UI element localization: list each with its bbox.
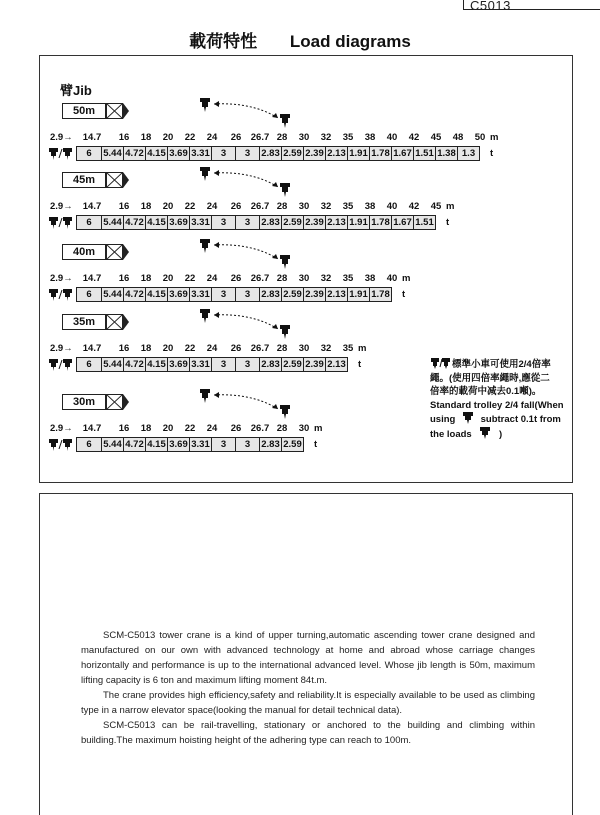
- load-cell: 2.39: [304, 146, 326, 161]
- load-cell: 2.59: [282, 437, 304, 452]
- distance-tick: 18: [140, 343, 152, 354]
- distance-tick: 16: [118, 423, 130, 434]
- distance-tick: 20: [162, 201, 174, 212]
- model-code: C5013: [470, 0, 511, 13]
- load-cell: 3.69: [168, 287, 190, 302]
- trolley-travel-graphic: [198, 389, 212, 408]
- load-cell: 3.31: [190, 215, 212, 230]
- load-cell: 2.59: [282, 146, 304, 161]
- distance-tick: 26.7: [250, 201, 270, 212]
- trolley-travel-graphic: [198, 309, 212, 328]
- distance-tick: 38: [364, 201, 376, 212]
- load-cell: 2.83: [260, 146, 282, 161]
- arrow-right-icon: →: [63, 343, 73, 354]
- distance-tick: 35: [342, 343, 354, 354]
- distance-tick: 30: [298, 273, 310, 284]
- trolley-hook-icon: [278, 405, 292, 419]
- distance-tick: 26: [230, 423, 242, 434]
- distance-unit: m: [446, 201, 455, 212]
- distance-tick: 20: [162, 423, 174, 434]
- distance-tick: 38: [364, 132, 376, 143]
- distance-unit: m: [314, 423, 323, 434]
- arrow-right-icon: →: [63, 273, 73, 284]
- distance-tick: 32: [320, 132, 332, 143]
- distance-tick: 24: [206, 201, 218, 212]
- load-cell: 4.15: [146, 146, 168, 161]
- load-unit: t: [314, 439, 318, 450]
- load-cell: 2.59: [282, 215, 304, 230]
- distance-tick: 42: [408, 132, 420, 143]
- arrow-right-icon: →: [63, 201, 73, 212]
- trolley-hook-icon: [278, 114, 292, 128]
- distance-tick: 16: [118, 273, 130, 284]
- load-cell: 1.3: [458, 146, 480, 161]
- load-table: [76, 287, 392, 302]
- load-cell: 2.59: [282, 357, 304, 372]
- load-table: [76, 437, 304, 452]
- load-cell: 5.44: [102, 215, 124, 230]
- load-cell: 2.39: [304, 357, 326, 372]
- distance-tick: 22: [184, 273, 196, 284]
- jib-tip-arrow: [123, 172, 129, 188]
- dashed-travel-arrow-icon: [212, 391, 282, 413]
- description-paragraph: SCM-C5013 can be rail-travelling, stationary or anchored to the building and climbing within building.The maximum hoisting height of the adhering type can reach to 100m.: [81, 720, 535, 746]
- trolley-hook-icon: [198, 239, 212, 253]
- description-paragraph: The crane provides high efficiency,safety and reliability.It is especially available to be used as climbing type in a narrow elevator space(looking the manual for detail technical data).: [81, 690, 535, 716]
- distance-tick: 35: [342, 201, 354, 212]
- dashed-travel-arrow-icon: [212, 169, 282, 191]
- load-cell: 6: [76, 215, 102, 230]
- load-cell: 3.31: [190, 146, 212, 161]
- distance-tick: 50: [474, 132, 486, 143]
- load-cell: 1.67: [392, 146, 414, 161]
- jib-title: 臂Jib: [60, 83, 92, 98]
- distance-tick: 22: [184, 423, 196, 434]
- description-paragraph: SCM-C5013 tower crane is a kind of upper turning,automatic ascending tower crane designed and manufactured on our own with advanced technology at home and abroad whose carriage changes horizontally and performance is up to the international advanced level. Whose jib length is 50m, maximum lifting capacity is 6 ton and maximum lifting moment 84t.m.: [81, 630, 535, 686]
- load-cell: 1.78: [370, 287, 392, 302]
- note-en-2b: subtract 0.1t from: [480, 414, 561, 425]
- load-unit: t: [358, 359, 362, 370]
- load-cell: 3: [212, 357, 236, 372]
- load-cell: 4.72: [124, 215, 146, 230]
- load-table: [76, 215, 436, 230]
- distance-tick: 40: [386, 273, 398, 284]
- load-unit: t: [402, 289, 406, 300]
- trolley-hook-icon: [198, 309, 212, 323]
- start-distance-value: 2.9: [50, 343, 64, 354]
- load-table: [76, 146, 480, 161]
- trolley-hook-icon: [278, 183, 292, 197]
- distance-tick: 18: [140, 273, 152, 284]
- trolley-hook-icon: [198, 167, 212, 181]
- distance-tick: 14.7: [82, 201, 102, 212]
- distance-tick: 45: [430, 132, 442, 143]
- distance-tick: 28: [276, 132, 288, 143]
- distance-tick: 20: [162, 343, 174, 354]
- jib-tip-arrow: [123, 394, 129, 410]
- distance-tick: 18: [140, 132, 152, 143]
- trolley-hook-icon: [461, 412, 475, 424]
- load-cell: 2.83: [260, 287, 282, 302]
- distance-tick: 26.7: [250, 423, 270, 434]
- load-cell: 1.78: [370, 146, 392, 161]
- trolley-travel-graphic: [198, 167, 212, 186]
- jib-length-label: 30m: [62, 394, 106, 410]
- load-cell: 3.69: [168, 215, 190, 230]
- trolley-travel-graphic: [198, 239, 212, 258]
- load-cell: 3: [236, 215, 260, 230]
- load-cell: 1.67: [392, 215, 414, 230]
- distance-tick: 20: [162, 273, 174, 284]
- load-cell: 6: [76, 146, 102, 161]
- trolley-hook-icon: [198, 98, 212, 112]
- load-cell: 6: [76, 437, 102, 452]
- load-cell: 3.69: [168, 146, 190, 161]
- distance-tick: 14.7: [82, 343, 102, 354]
- load-cell: 4.72: [124, 287, 146, 302]
- distance-unit: m: [490, 132, 499, 143]
- jib-length-label: 50m: [62, 103, 106, 119]
- dashed-travel-arrow-icon: [212, 241, 282, 263]
- page-title: [0, 27, 600, 52]
- note-cn-2: 繩。(使用四倍率繩時,應從二: [430, 372, 550, 384]
- distance-tick: 16: [118, 132, 130, 143]
- trolley-pair-icon: [430, 357, 452, 369]
- distance-unit: m: [402, 273, 411, 284]
- trolley-travel-graphic: [198, 98, 212, 117]
- start-distance-value: 2.9: [50, 132, 64, 143]
- distance-tick: 45: [430, 201, 442, 212]
- distance-tick: 22: [184, 132, 196, 143]
- jib-tip-arrow: [123, 103, 129, 119]
- distance-tick: 18: [140, 423, 152, 434]
- load-cell: 3.31: [190, 437, 212, 452]
- load-cell: 2.13: [326, 357, 348, 372]
- distance-tick: 24: [206, 273, 218, 284]
- load-cell: 2.13: [326, 146, 348, 161]
- load-cell: 3: [212, 215, 236, 230]
- start-distance-value: 2.9: [50, 201, 64, 212]
- distance-tick: 42: [408, 201, 420, 212]
- dashed-travel-arrow-icon: [212, 100, 282, 122]
- jib-end-mark: [106, 244, 123, 260]
- load-cell: 1.51: [414, 215, 436, 230]
- load-cell: 4.72: [124, 146, 146, 161]
- note-cn-3: 倍率的載荷中减去0.1噸)。: [430, 386, 542, 397]
- load-unit: t: [490, 148, 494, 159]
- distance-tick: 24: [206, 343, 218, 354]
- load-cell: 2.83: [260, 215, 282, 230]
- jib-length-label: 35m: [62, 314, 106, 330]
- trolley-hook-icon: [198, 389, 212, 403]
- load-cell: 4.15: [146, 287, 168, 302]
- trolley-pair-icon: [48, 438, 74, 456]
- start-distance: [50, 343, 73, 354]
- jib-length-label: 45m: [62, 172, 106, 188]
- description: [81, 628, 535, 748]
- trolley-hook-icon: [478, 427, 492, 439]
- load-cell: 3: [236, 287, 260, 302]
- start-distance: [50, 423, 73, 434]
- start-distance: [50, 273, 73, 284]
- distance-tick: 30: [298, 132, 310, 143]
- distance-tick: 30: [298, 201, 310, 212]
- title-cn: 載荷特性: [189, 32, 258, 51]
- trolley-pair-icon: [48, 288, 74, 306]
- load-cell: 2.13: [326, 287, 348, 302]
- load-cell: 1.91: [348, 146, 370, 161]
- load-cell: 5.44: [102, 146, 124, 161]
- note-en-3b: ): [498, 428, 503, 440]
- trolley-hook-icon: [278, 255, 292, 269]
- note-en-2a: using: [430, 414, 456, 425]
- distance-tick: 26: [230, 201, 242, 212]
- distance-tick: 30: [298, 423, 310, 434]
- distance-tick: 20: [162, 132, 174, 143]
- jib-tip-arrow: [123, 314, 129, 330]
- distance-tick: 26: [230, 132, 242, 143]
- distance-tick: 14.7: [82, 423, 102, 434]
- distance-tick: 48: [452, 132, 464, 143]
- note-en-3a: the loads: [430, 428, 472, 440]
- dashed-travel-arrow-icon: [212, 311, 282, 333]
- distance-tick: 16: [118, 201, 130, 212]
- load-cell: 4.72: [124, 357, 146, 372]
- load-cell: 4.72: [124, 437, 146, 452]
- load-cell: 3: [212, 437, 236, 452]
- load-cell: 2.39: [304, 287, 326, 302]
- load-cell: 2.39: [304, 215, 326, 230]
- start-distance: [50, 201, 73, 212]
- jib-tip-arrow: [123, 244, 129, 260]
- jib-end-mark: [106, 394, 123, 410]
- load-cell: 1.38: [436, 146, 458, 161]
- distance-tick: 40: [386, 132, 398, 143]
- note-en-1: Standard trolley 2/4 fall(When: [430, 399, 564, 411]
- distance-tick: 32: [320, 343, 332, 354]
- load-cell: 2.83: [260, 437, 282, 452]
- load-cell: 2.59: [282, 287, 304, 302]
- distance-tick: 24: [206, 132, 218, 143]
- load-cell: 3.31: [190, 357, 212, 372]
- load-cell: 5.44: [102, 287, 124, 302]
- distance-tick: 32: [320, 201, 332, 212]
- load-cell: 3.69: [168, 357, 190, 372]
- distance-tick: 14.7: [82, 132, 102, 143]
- distance-tick: 35: [342, 132, 354, 143]
- distance-tick: 16: [118, 343, 130, 354]
- distance-tick: 26: [230, 343, 242, 354]
- distance-tick: 26.7: [250, 273, 270, 284]
- distance-unit: m: [358, 343, 367, 354]
- load-cell: 5.44: [102, 357, 124, 372]
- trolley-pair-icon: [48, 358, 74, 376]
- load-cell: 1.78: [370, 215, 392, 230]
- load-cell: 3: [236, 146, 260, 161]
- load-cell: 4.15: [146, 215, 168, 230]
- start-distance-value: 2.9: [50, 273, 64, 284]
- load-cell: 3.31: [190, 287, 212, 302]
- distance-tick: 28: [276, 423, 288, 434]
- load-unit: t: [446, 217, 450, 228]
- load-cell: 3: [236, 357, 260, 372]
- jib-end-mark: [106, 103, 123, 119]
- distance-tick: 24: [206, 423, 218, 434]
- trolley-note: [430, 357, 572, 441]
- note-cn-1: 標準小車可使用2/4倍率: [452, 359, 551, 370]
- distance-tick: 22: [184, 343, 196, 354]
- distance-tick: 22: [184, 201, 196, 212]
- load-cell: 5.44: [102, 437, 124, 452]
- load-cell: 4.15: [146, 437, 168, 452]
- load-cell: 1.51: [414, 146, 436, 161]
- load-cell: 4.15: [146, 357, 168, 372]
- jib-length-label: 40m: [62, 244, 106, 260]
- trolley-pair-icon: [48, 147, 74, 165]
- distance-tick: 32: [320, 273, 332, 284]
- load-cell: 3.69: [168, 437, 190, 452]
- distance-tick: 28: [276, 273, 288, 284]
- load-table: [76, 357, 348, 372]
- load-cell: 3: [212, 287, 236, 302]
- load-cell: 2.83: [260, 357, 282, 372]
- distance-tick: 38: [364, 273, 376, 284]
- start-distance: [50, 132, 73, 143]
- distance-tick: 40: [386, 201, 398, 212]
- load-cell: 6: [76, 287, 102, 302]
- distance-tick: 28: [276, 343, 288, 354]
- title-en: Load diagrams: [289, 32, 411, 51]
- trolley-hook-icon: [278, 325, 292, 339]
- load-cell: 1.91: [348, 287, 370, 302]
- distance-tick: 35: [342, 273, 354, 284]
- arrow-right-icon: →: [63, 423, 73, 434]
- distance-tick: 30: [298, 343, 310, 354]
- trolley-pair-icon: [48, 216, 74, 234]
- distance-tick: 14.7: [82, 273, 102, 284]
- distance-tick: 26: [230, 273, 242, 284]
- arrow-right-icon: →: [63, 132, 73, 143]
- jib-end-mark: [106, 314, 123, 330]
- load-cell: 1.91: [348, 215, 370, 230]
- distance-tick: 28: [276, 201, 288, 212]
- distance-tick: 26.7: [250, 343, 270, 354]
- load-cell: 2.13: [326, 215, 348, 230]
- load-cell: 3: [212, 146, 236, 161]
- load-cell: 6: [76, 357, 102, 372]
- load-cell: 3: [236, 437, 260, 452]
- start-distance-value: 2.9: [50, 423, 64, 434]
- jib-end-mark: [106, 172, 123, 188]
- distance-tick: 26.7: [250, 132, 270, 143]
- distance-tick: 18: [140, 201, 152, 212]
